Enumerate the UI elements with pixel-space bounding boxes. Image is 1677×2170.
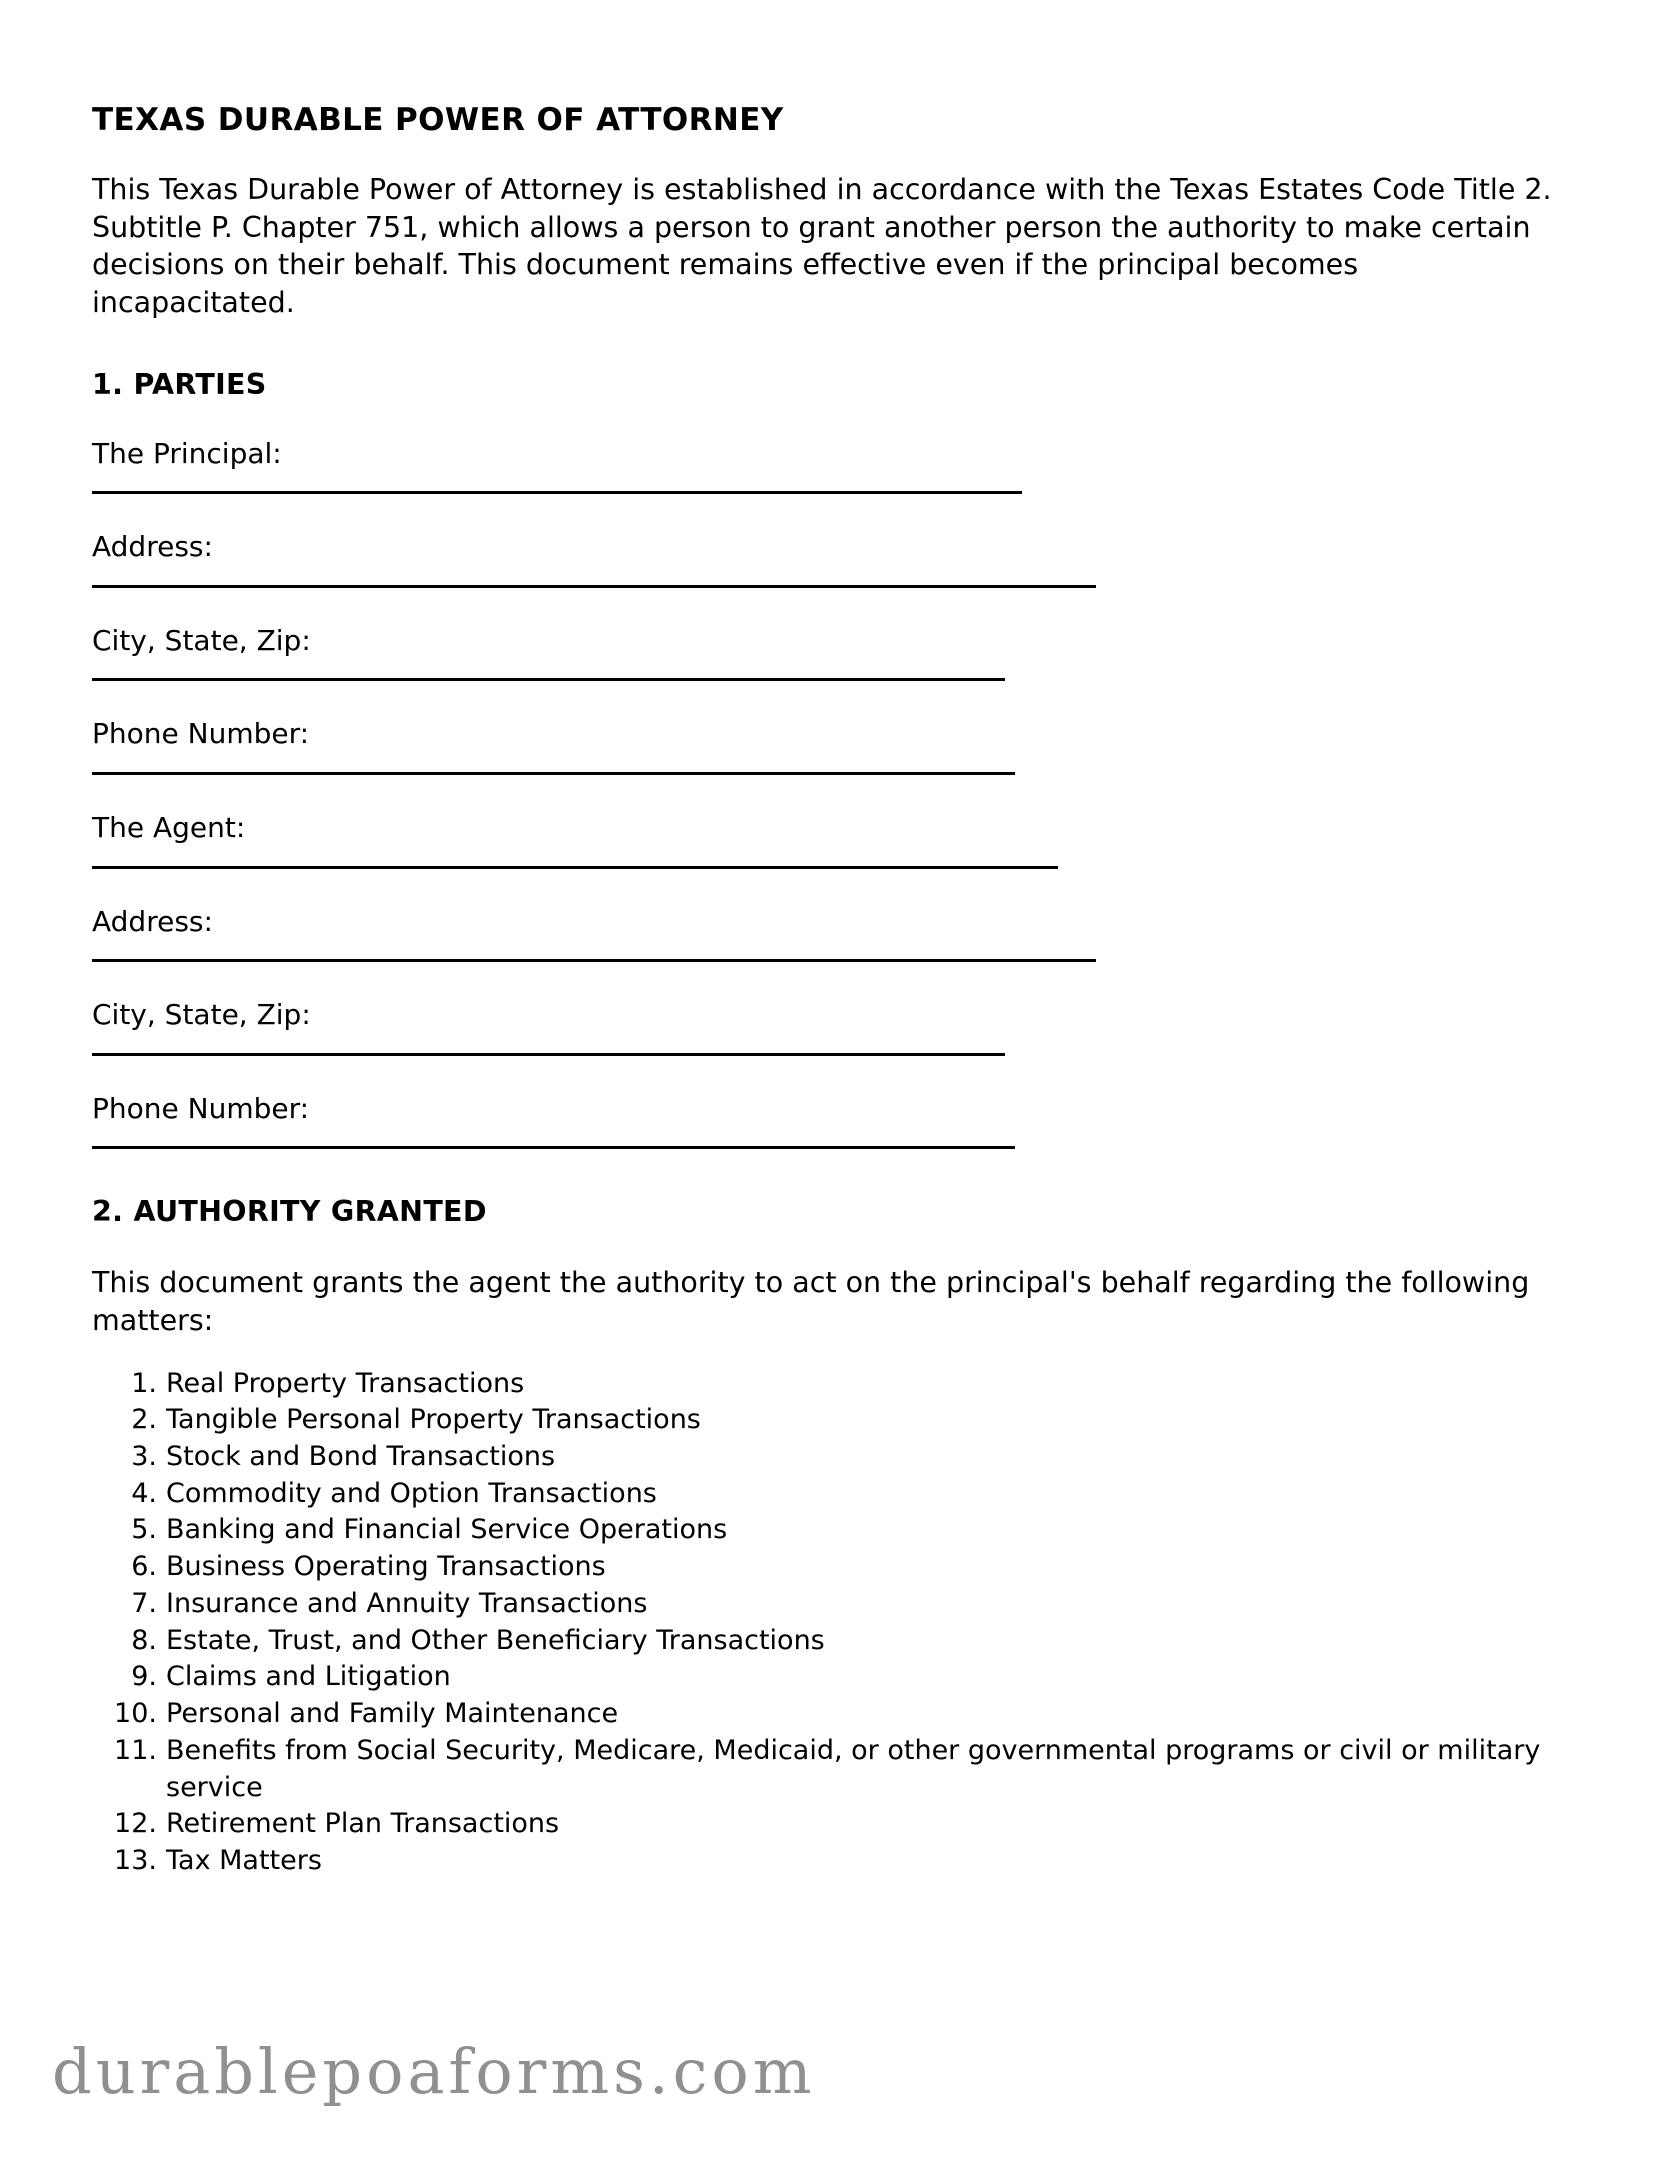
list-item <box>92 1843 1592 1880</box>
form-field-label: City, State, Zip: <box>92 623 311 657</box>
authority-list <box>92 1340 1592 1880</box>
list-item <box>92 1476 1592 1513</box>
list-item-label: Benefits from Social Security, Medicare, Medicaid, or other governmental programs or civil or military service <box>166 1734 1541 1803</box>
list-item-number: 13. <box>114 1844 157 1876</box>
list-item <box>92 1439 1592 1476</box>
list-item-label: Tangible Personal Property Transactions <box>166 1404 701 1436</box>
list-item <box>92 1733 1592 1806</box>
form-field-label: Address: <box>92 904 213 938</box>
list-item-label: Real Property Transactions <box>166 1367 525 1399</box>
form-field-label: Address: <box>92 530 213 564</box>
list-item <box>92 1366 1592 1403</box>
list-item-number: 2. <box>131 1404 157 1436</box>
form-field-label: The Agent: <box>92 811 246 844</box>
form-field-label: Phone Number: <box>92 717 310 751</box>
list-item-number: 7. <box>131 1587 157 1619</box>
list-item <box>92 1806 1592 1843</box>
list-item <box>92 1623 1592 1660</box>
list-item-label: Retirement Plan Transactions <box>166 1808 560 1840</box>
form-field-label: City, State, Zip: <box>92 998 311 1032</box>
form-field <box>92 1056 1592 1150</box>
list-item <box>92 1586 1592 1623</box>
list-item <box>92 1549 1592 1586</box>
list-item-label: Business Operating Transactions <box>166 1551 606 1583</box>
list-item-number: 10. <box>114 1698 157 1730</box>
list-item-label: Tax Matters <box>166 1844 322 1876</box>
document-body <box>92 0 1592 1880</box>
list-item-number: 1. <box>131 1367 157 1399</box>
list-item-label: Commodity and Option Transactions <box>166 1477 657 1509</box>
list-item-label: Insurance and Annuity Transactions <box>166 1587 648 1619</box>
list-item-number: 6. <box>131 1551 157 1583</box>
list-item-label: Banking and Financial Service Operations <box>166 1514 728 1546</box>
form-field <box>92 588 1592 682</box>
section-heading-authority-granted: 2. AUTHORITY GRANTED <box>92 1195 487 1229</box>
authority-intro-paragraph: This document grants the agent the authority to act on the principal's behalf regarding the following matters: <box>92 1266 1530 1337</box>
site-watermark: durablepoaforms.com <box>52 2035 816 2108</box>
list-item-label: Claims and Litigation <box>166 1661 451 1693</box>
list-item-number: 4. <box>131 1477 157 1509</box>
form-field <box>92 869 1592 963</box>
list-item <box>92 1512 1592 1549</box>
parties-field-group <box>92 401 1592 1150</box>
form-field <box>92 681 1592 775</box>
list-item <box>92 1402 1592 1439</box>
list-item-number: 5. <box>131 1514 157 1546</box>
form-field <box>92 962 1592 1056</box>
list-item-label: Stock and Bond Transactions <box>166 1441 556 1473</box>
list-item-number: 12. <box>114 1808 157 1840</box>
list-item <box>92 1659 1592 1696</box>
form-field <box>92 494 1592 588</box>
form-field <box>92 401 1592 495</box>
section-heading-parties: 1. PARTIES <box>92 367 267 401</box>
list-item-number: 9. <box>131 1661 157 1693</box>
form-field <box>92 775 1592 869</box>
intro-paragraph: This Texas Durable Power of Attorney is established in accordance with the Texas Estates Code Title 2. Subtitle P. Chapter 751, which allows a person to grant another person the authority to make certain decisions on their behalf. This document remains effective even if the principal becomes incapacitated. <box>92 173 1552 320</box>
page-title: TEXAS DURABLE POWER OF ATTORNEY <box>92 102 784 138</box>
form-field-label: Phone Number: <box>92 1091 310 1125</box>
list-item-number: 8. <box>131 1624 157 1656</box>
list-item-label: Personal and Family Maintenance <box>166 1698 619 1730</box>
list-item-label: Estate, Trust, and Other Beneficiary Transactions <box>166 1624 825 1656</box>
list-item <box>92 1696 1592 1733</box>
list-item-number: 3. <box>131 1441 157 1473</box>
list-item-number: 11. <box>114 1734 157 1766</box>
form-field-label: The Principal: <box>92 436 282 470</box>
